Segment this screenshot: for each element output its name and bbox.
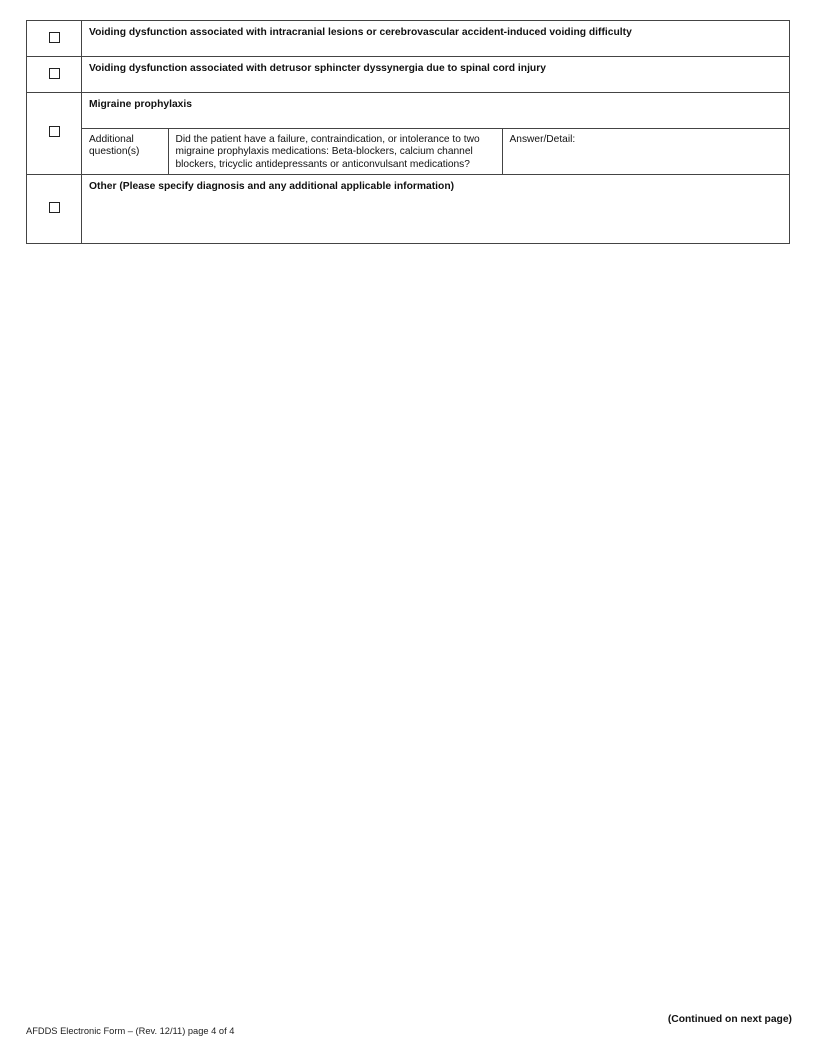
additional-question-table [82, 129, 789, 174]
additional-question-label: Additional question(s) [82, 129, 168, 174]
diagnosis-row [27, 174, 790, 243]
diagnosis-title: Migraine prophylaxis [89, 99, 192, 110]
checkbox-icon[interactable] [49, 202, 60, 213]
additional-question-cell [82, 129, 790, 175]
form-footer: AFDDS Electronic Form – (Rev. 12/11) page 4 of 4 [26, 1026, 235, 1036]
additional-question-text: Did the patient have a failure, contraindication, or intolerance to two migraine prophylaxis medications: Beta-blockers, calcium channel blockers, tricyclic antidepressants or anticonvulsant medications? [168, 129, 502, 174]
checkbox-cell [27, 21, 82, 57]
checkbox-icon[interactable] [49, 68, 60, 79]
diagnosis-row [27, 93, 790, 129]
diagnosis-table [26, 20, 790, 244]
additional-question-row [27, 129, 790, 175]
checkbox-cell [27, 93, 82, 175]
diagnosis-title: Voiding dysfunction associated with detrusor sphincter dyssynergia due to spinal cord injury [89, 63, 546, 74]
checkbox-cell [27, 57, 82, 93]
diagnosis-row [27, 21, 790, 57]
diagnosis-cell [82, 57, 790, 93]
diagnosis-title: Voiding dysfunction associated with intracranial lesions or cerebrovascular accident-induced voiding difficulty [89, 27, 632, 38]
diagnosis-row [27, 57, 790, 93]
checkbox-icon[interactable] [49, 126, 60, 137]
diagnosis-cell [82, 21, 790, 57]
checkbox-cell [27, 174, 82, 243]
answer-detail-field[interactable] [502, 129, 789, 174]
checkbox-icon[interactable] [49, 32, 60, 43]
diagnosis-title: Other (Please specify diagnosis and any additional applicable information) [89, 180, 455, 192]
continued-note: (Continued on next page) [667, 1014, 792, 1025]
diagnosis-cell [82, 93, 790, 129]
other-diagnosis-field[interactable] [82, 174, 790, 243]
answer-detail-label: Answer/Detail: [509, 134, 576, 145]
